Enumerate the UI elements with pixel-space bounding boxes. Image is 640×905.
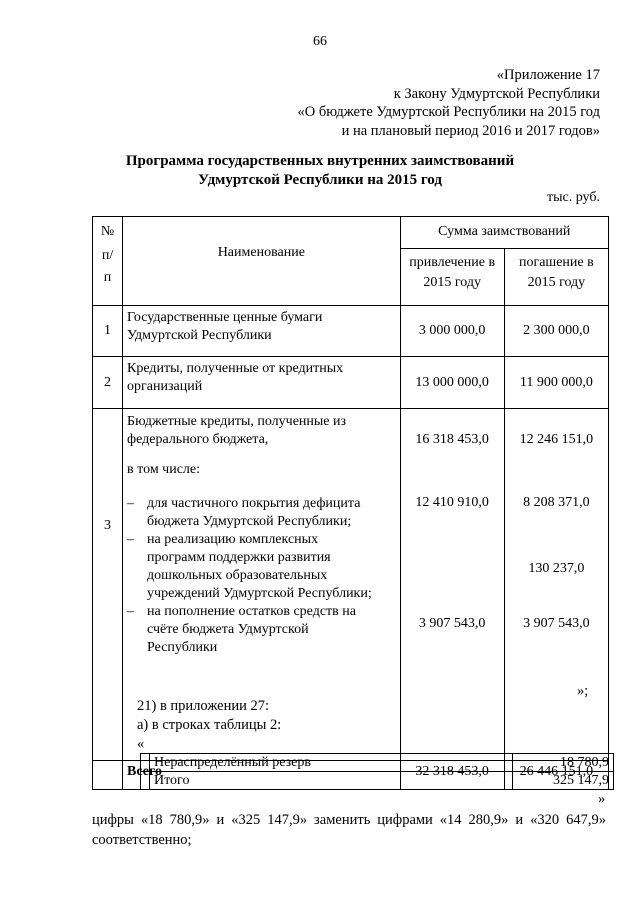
- document-title: [0, 152, 640, 190]
- sub-item-text: [147, 495, 360, 531]
- row-value: 325 147,9: [513, 772, 614, 790]
- row-label: Итого: [150, 772, 513, 790]
- sub-item-line: счёте бюджета Удмуртской: [147, 622, 309, 637]
- row-name-line: Государственные ценные бумаги: [127, 310, 323, 325]
- sub-item-balance: [127, 603, 400, 657]
- row-repay: 11 900 000,0: [504, 357, 608, 409]
- table-row: [141, 772, 614, 790]
- sub-item-text: [147, 531, 372, 603]
- table-header-row: [93, 217, 609, 249]
- sub-item-line: на реализацию комплексных: [147, 532, 319, 547]
- opening-quote: «: [137, 736, 145, 752]
- sub-item-line: программ поддержки развития: [147, 550, 331, 565]
- raise-value: 3 907 543,0: [418, 616, 486, 631]
- row-name: [123, 357, 401, 409]
- row-label: Нераспределённый резерв: [150, 754, 513, 772]
- table-row: [93, 357, 609, 409]
- row-name: [123, 306, 401, 357]
- header-number-line: п/: [101, 248, 114, 263]
- header-name: Наименование: [123, 217, 401, 306]
- header-raise-line: 2015 году: [423, 274, 481, 290]
- table-row: [93, 306, 609, 357]
- sub-item-line: на пополнение остатков средств на: [147, 604, 356, 619]
- appendix-line: «Приложение 17: [496, 67, 600, 83]
- closing-quote-2: »: [598, 791, 606, 807]
- sub-item-line: учреждений Удмуртской Республики;: [147, 586, 372, 601]
- dash-marker: –: [127, 604, 135, 619]
- appendix-line: и на плановый период 2016 и 2017 годов»: [341, 122, 600, 139]
- header-number-line: п: [103, 270, 112, 285]
- row-number: 2: [93, 357, 123, 409]
- item-a: а) в строках таблицы 2:: [137, 717, 282, 733]
- repay-value: 8 208 371,0: [523, 495, 590, 510]
- repay-value: 3 907 543,0: [523, 616, 590, 631]
- row-name-line: Кредиты, полученные от кредитных: [127, 361, 344, 376]
- sub-item-text: [147, 603, 356, 657]
- appendix-line: к Закону Удмуртской Республики: [393, 85, 600, 102]
- total-raise: 32 318 453,0: [400, 761, 504, 790]
- reserve-table: [140, 753, 614, 790]
- sub-item-line: дошкольных образовательных: [147, 568, 328, 583]
- units-label: тыс. руб.: [547, 190, 600, 205]
- row-name-line: организаций: [127, 379, 203, 394]
- header-repay: [504, 248, 608, 305]
- blank-cell: [141, 772, 150, 790]
- total-repay: 26 446 151,0: [504, 761, 608, 790]
- header-number-line: №: [100, 224, 115, 239]
- repay-value: 130 237,0: [528, 561, 585, 576]
- row-repay: [504, 409, 608, 761]
- sub-item-line: бюджета Удмуртской Республики;: [147, 514, 352, 529]
- blank-cell: [141, 754, 150, 772]
- row-value: 18 780,9: [513, 754, 614, 772]
- appendix-line: «О бюджете Удмуртской Республики на 2015 год: [297, 104, 600, 120]
- row-number: 3: [93, 409, 123, 761]
- table-row: [141, 754, 614, 772]
- header-raise: [400, 248, 504, 305]
- row-name-line: Бюджетные кредиты, полученные из: [127, 414, 347, 429]
- header-sum: Сумма заимствований: [400, 217, 608, 249]
- closing-quote: »;: [577, 683, 589, 699]
- title-line: Программа государственных внутренних заимствований: [125, 153, 515, 169]
- row-name-line: Удмуртской Республики: [127, 328, 272, 343]
- header-number: [93, 217, 123, 306]
- page-number: 66: [313, 34, 327, 49]
- row-number: 1: [93, 306, 123, 357]
- sub-item-line: Республики: [147, 640, 218, 655]
- sub-item-preschool: [127, 531, 400, 603]
- dash-marker: –: [127, 532, 135, 547]
- row-raise: 13 000 000,0: [400, 357, 504, 409]
- header-raise-line: привлечение в: [409, 254, 496, 270]
- header-repay-line: 2015 году: [527, 274, 586, 290]
- appendix-header: [298, 66, 600, 140]
- row-name-line: федерального бюджета,: [127, 432, 269, 447]
- including-label: в том числе:: [127, 462, 201, 477]
- header-repay-line: погашение в: [518, 254, 594, 270]
- dash-marker: –: [127, 496, 135, 511]
- sub-item-deficit: [127, 495, 400, 531]
- title-line: Удмуртской Республики на 2015 год: [198, 172, 442, 188]
- row-repay: 2 300 000,0: [504, 306, 608, 357]
- total-number: [93, 761, 123, 790]
- row-raise: [400, 409, 504, 761]
- row-raise: 3 000 000,0: [400, 306, 504, 357]
- total-label: Всего: [123, 761, 401, 790]
- raise-value: 16 318 453,0: [415, 432, 489, 447]
- item-21: 21) в приложении 27:: [137, 698, 270, 714]
- repay-value: 12 246 151,0: [519, 432, 594, 447]
- replacement-paragraph: цифры «18 780,9» и «325 147,9» заменить цифрами «14 280,9» и «320 647,9» соответственно;: [92, 812, 606, 848]
- sub-item-line: для частичного покрытия дефицита: [147, 496, 361, 511]
- raise-value: 12 410 910,0: [415, 495, 489, 510]
